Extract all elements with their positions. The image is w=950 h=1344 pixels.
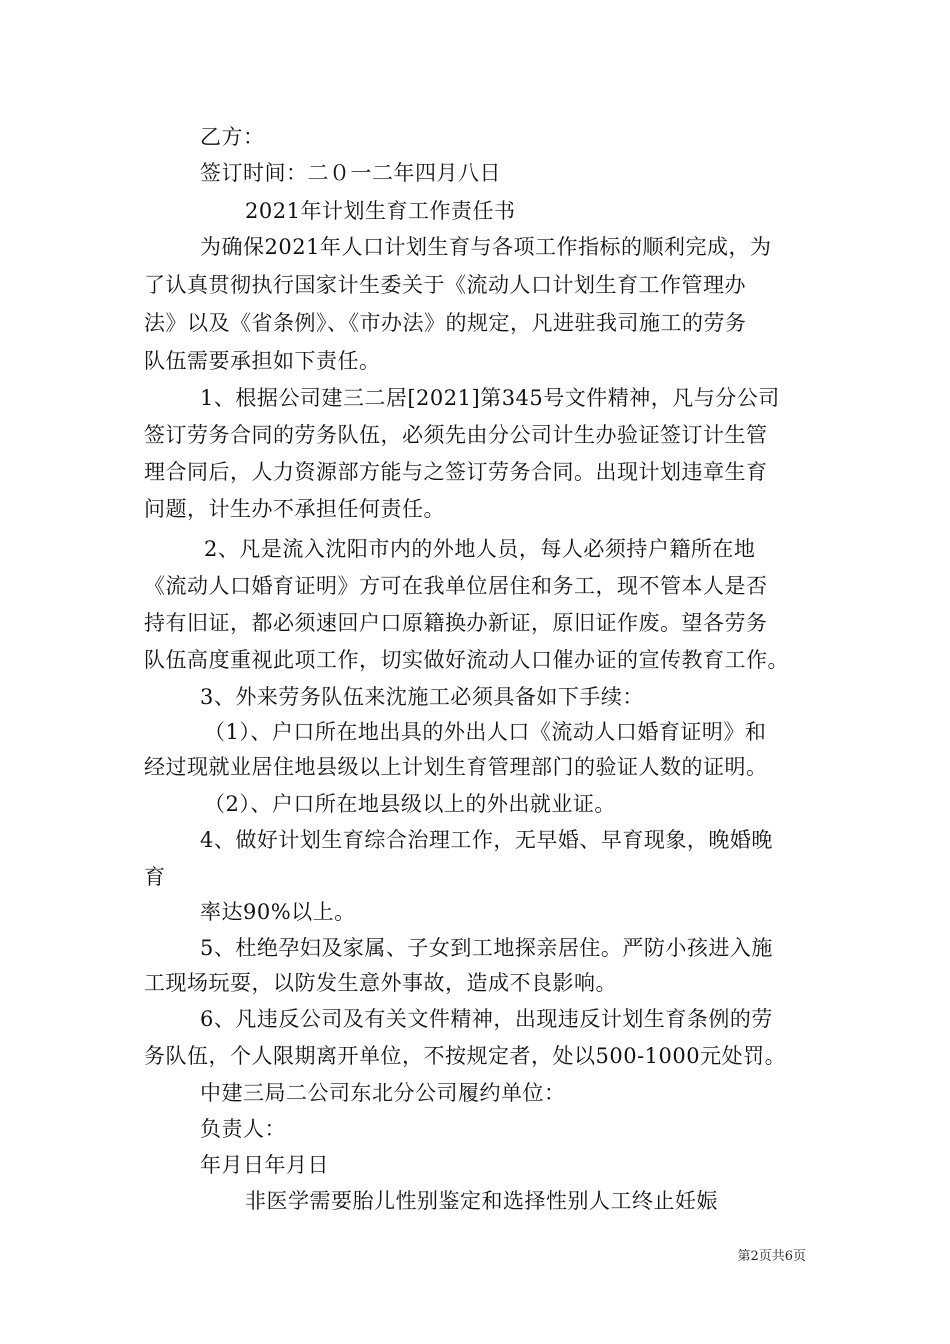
- item3-sub1-line: 经过现就业居住地县级以上计划生育管理部门的验证人数的证明。: [144, 755, 768, 779]
- document-title: 2021年计划生育工作责任书: [245, 199, 516, 223]
- item5-line: 5、杜绝孕妇及家属、子女到工地探亲居住。严防小孩进入施: [200, 936, 773, 960]
- sign-date: 签订时间：二０一二年四月八日: [200, 161, 501, 185]
- item3-sub1-line: （1）、户口所在地出具的外出人口《流动人口婚育证明》和: [204, 720, 767, 744]
- dates-line: 年月日年月日: [200, 1153, 329, 1177]
- item1-line: 问题，计生办不承担任何责任。: [144, 497, 445, 521]
- responsible-line: 负责人：: [200, 1117, 286, 1141]
- intro-line: 了认真贯彻执行国家计生委关于《流动人口计划生育工作管理办: [144, 273, 746, 297]
- intro-line: 队伍需要承担如下责任。: [144, 349, 381, 373]
- page-number: 第2页共6页: [737, 1249, 806, 1264]
- item2-line: 持有旧证，都必须速回户口原籍换办新证，原旧证作废。望各劳务: [144, 611, 768, 635]
- next-section-title: 非医学需要胎儿性别鉴定和选择性别人工终止妊娠: [245, 1189, 718, 1213]
- item6-line: 6、凡违反公司及有关文件精神，出现违反计划生育条例的劳: [200, 1007, 773, 1031]
- item2-line: 《流动人口婚育证明》方可在我单位居住和务工，现不管本人是否: [144, 574, 768, 598]
- item4-line: 率达90%以上。: [200, 900, 356, 924]
- item2-line: 2、凡是流入沈阳市内的外地人员，每人必须持户籍所在地: [204, 537, 756, 561]
- item3-line: 3、外来劳务队伍来沈施工必须具备如下手续：: [200, 685, 644, 709]
- item5-line: 工现场玩耍，以防发生意外事故，造成不良影响。: [144, 971, 617, 995]
- item2-line: 队伍高度重视此项工作，切实做好流动人口催办证的宣传教育工作。: [144, 648, 789, 672]
- intro-line: 法》以及《省条例》、《市办法》的规定，凡进驻我司施工的劳务: [144, 311, 747, 335]
- item4-line: 4、做好计划生育综合治理工作，无早婚、早育现象，晚婚晚: [200, 828, 773, 852]
- item1-line: 签订劳务合同的劳务队伍，必须先由分公司计生办验证签订计生管: [144, 423, 768, 447]
- intro-line: 为确保2021年人口计划生育与各项工作指标的顺利完成，为: [200, 235, 772, 259]
- item4-line: 育: [144, 865, 166, 889]
- item6-line: 务队伍，个人限期离开单位，不按规定者，处以500-1000元处罚。: [144, 1044, 787, 1068]
- item3-sub2-line: （2）、户口所在地县级以上的外出就业证。: [204, 792, 616, 816]
- item1-line: 理合同后，人力资源部方能与之签订劳务合同。出现计划违章生育: [144, 460, 768, 484]
- party-b-label: 乙方：: [200, 125, 265, 149]
- item1-line: 1、根据公司建三二居[2021]第345号文件精神，凡与分公司: [200, 386, 780, 410]
- unit-line: 中建三局二公司东北分公司履约单位：: [200, 1081, 566, 1105]
